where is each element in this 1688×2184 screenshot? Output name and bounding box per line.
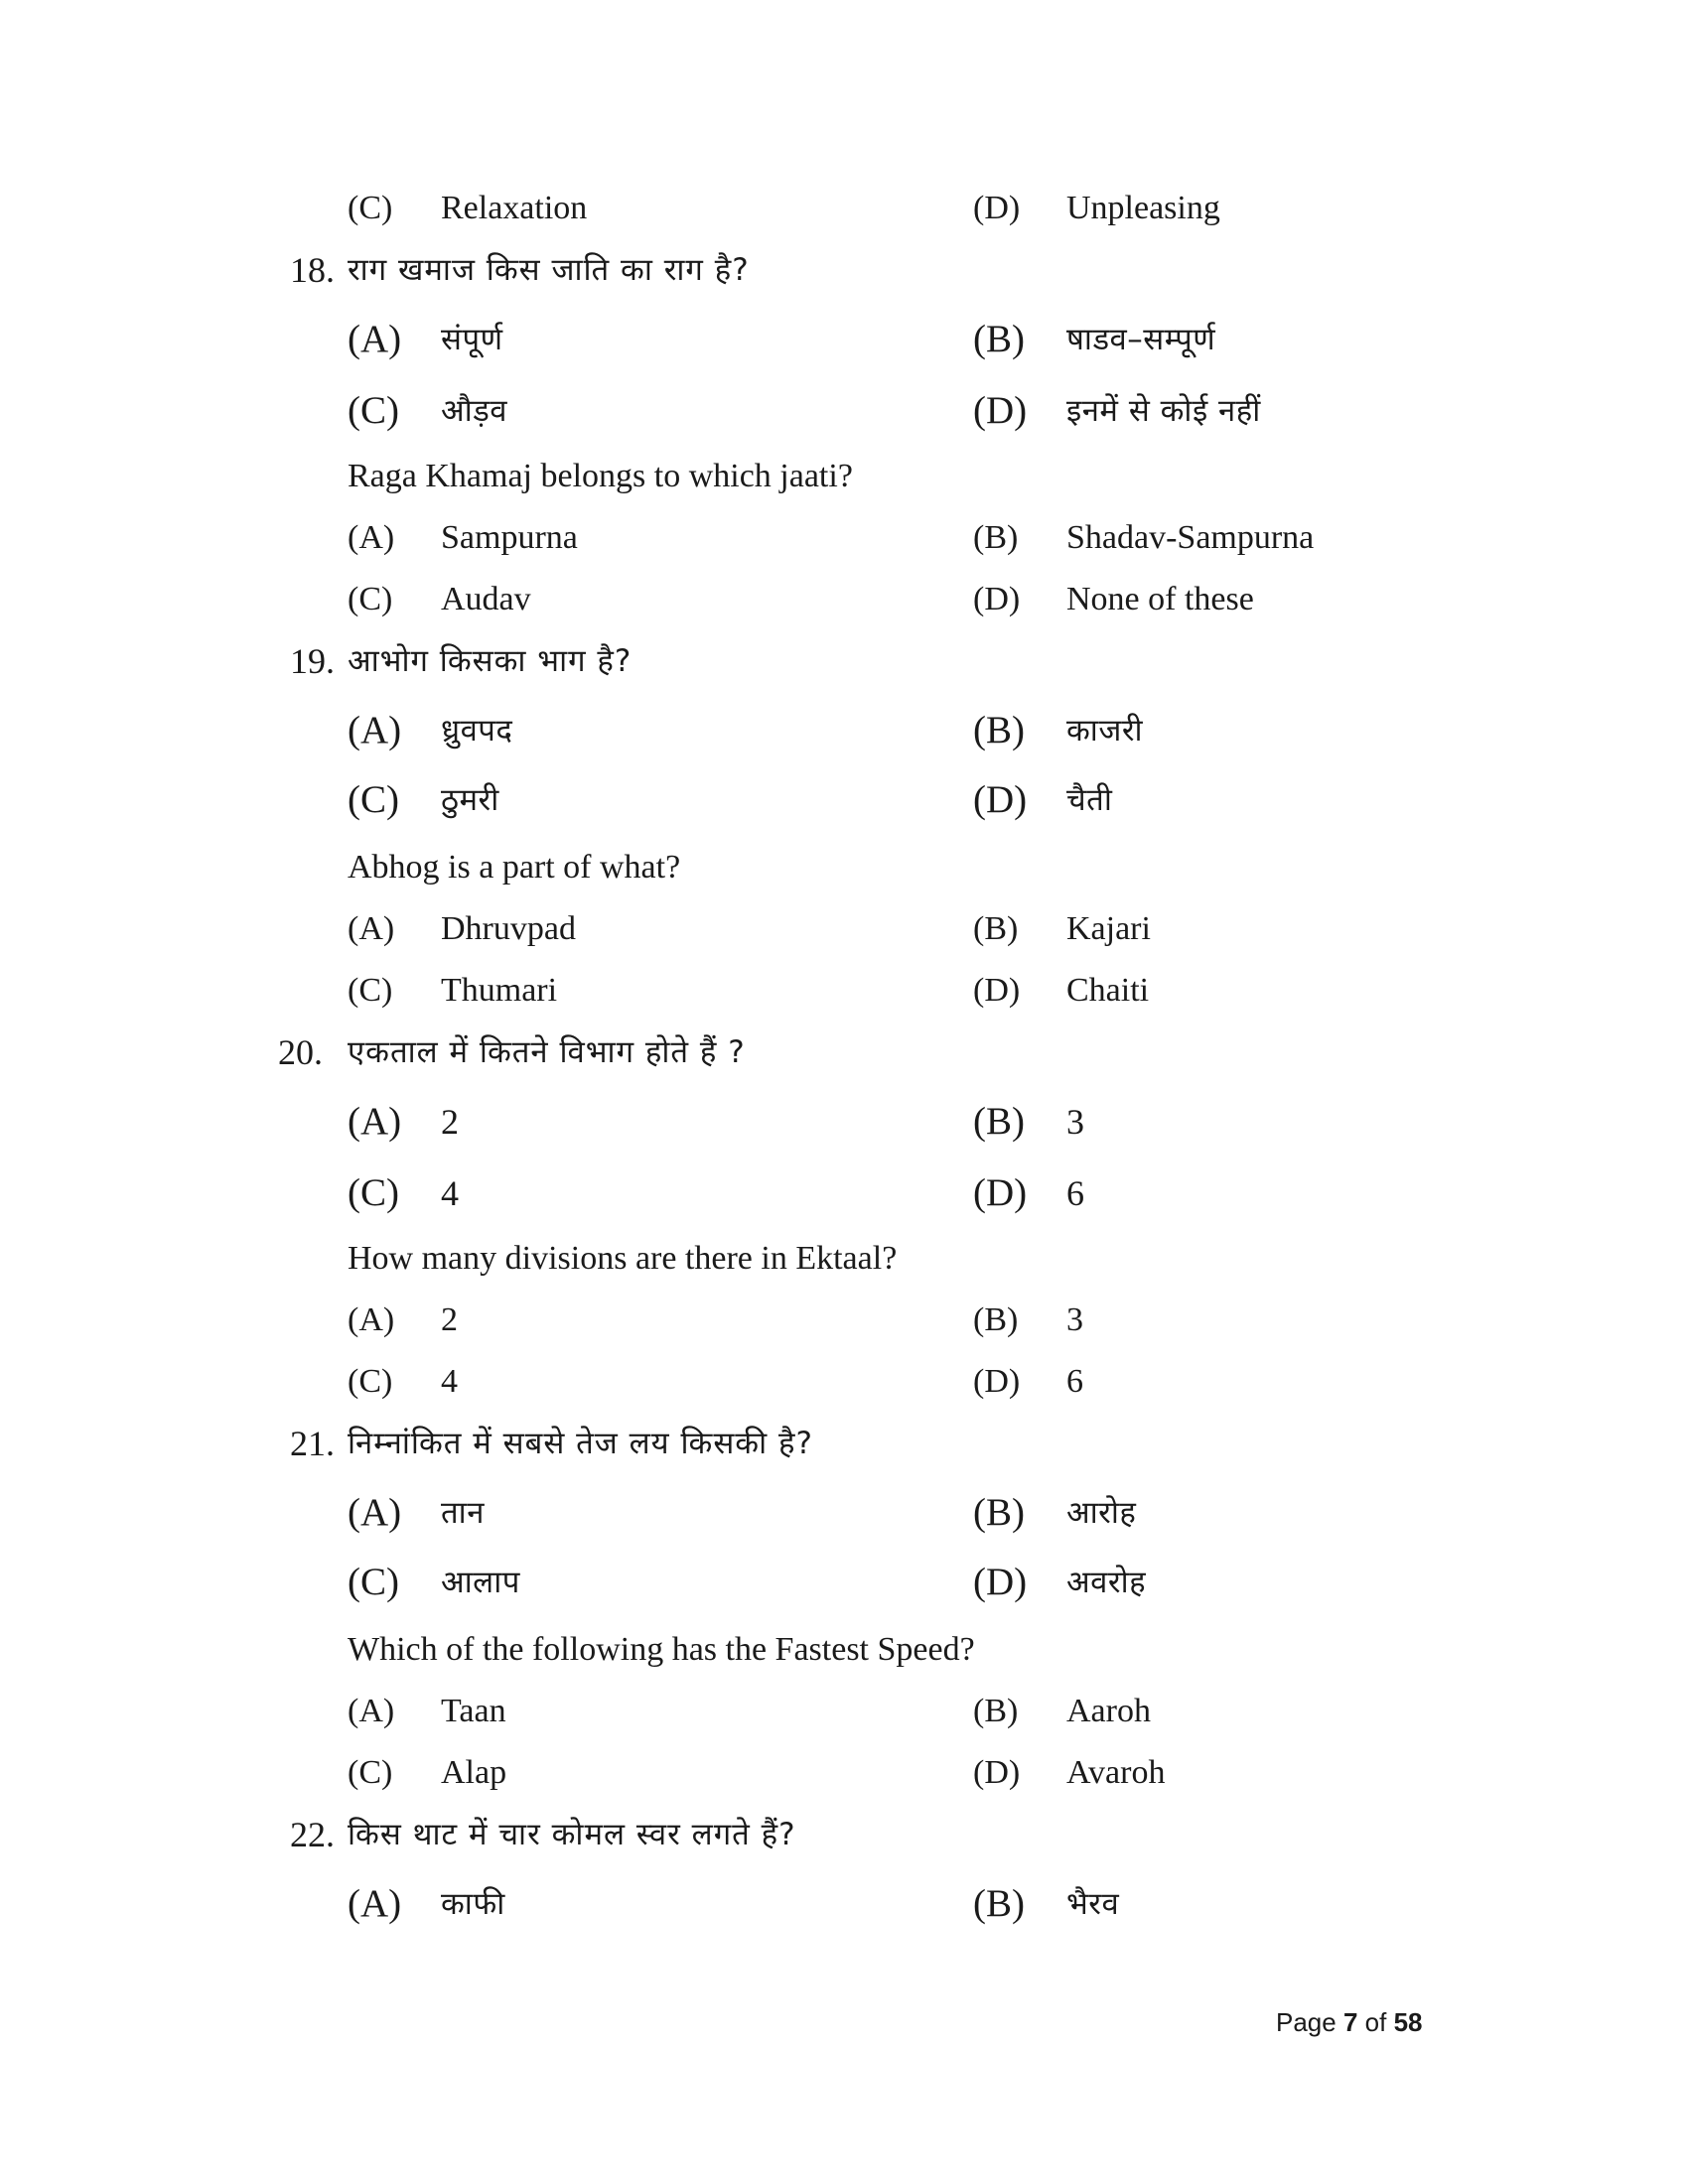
option-text: तान <box>441 1495 485 1531</box>
option-label: (B) <box>973 1882 1025 1925</box>
option-label: (B) <box>973 318 1025 360</box>
option-label: (A) <box>348 1301 395 1338</box>
option-label: (C) <box>348 778 399 821</box>
question-number: 18. <box>290 250 335 290</box>
question-text-hindi: किस थाट में चार कोमल स्वर लगते हैं? <box>348 1817 796 1852</box>
page-footer <box>1276 2007 1423 2038</box>
option-text: ध्रुवपद <box>441 713 513 749</box>
footer-current-page: 7 <box>1342 2007 1358 2037</box>
question-number: 19. <box>290 641 335 681</box>
option-label: (A) <box>348 910 395 947</box>
question-text-english: Which of the following has the Fastest Speed? <box>348 1631 975 1668</box>
option-label: (D) <box>973 1754 1021 1791</box>
option-text: इनमें से कोई नहीं <box>1066 393 1261 429</box>
question-text-hindi: आभोग किसका भाग है? <box>348 643 633 679</box>
option-label: (B) <box>973 1100 1025 1143</box>
option-label: (D) <box>973 581 1021 617</box>
option-label: (D) <box>973 1363 1021 1400</box>
option-label: (C) <box>348 972 393 1009</box>
option-text: 6 <box>1066 1173 1085 1213</box>
option-text: 4 <box>441 1363 458 1400</box>
option-text: Unpleasing <box>1066 190 1220 226</box>
option-text: Chaiti <box>1066 972 1150 1009</box>
question-text-english: How many divisions are there in Ektaal? <box>348 1240 898 1277</box>
option-text: Relaxation <box>441 190 588 226</box>
option-label: (D) <box>973 190 1021 226</box>
option-label: (A) <box>348 318 402 360</box>
option-text: 3 <box>1066 1301 1083 1338</box>
question-text-english: Raga Khamaj belongs to which jaati? <box>348 458 853 494</box>
footer-total-pages: 58 <box>1393 2007 1423 2037</box>
option-text: 2 <box>441 1301 458 1338</box>
option-text: आलाप <box>441 1565 520 1600</box>
option-text: Aaroh <box>1066 1693 1151 1729</box>
option-label: (A) <box>348 1882 402 1925</box>
option-label: (B) <box>973 1491 1025 1534</box>
option-text: Thumari <box>441 972 558 1009</box>
question-number: 21. <box>290 1424 335 1463</box>
option-text: Shadav-Sampurna <box>1066 519 1315 556</box>
question-text-english: Abhog is a part of what? <box>348 849 681 886</box>
option-label: (A) <box>348 709 402 751</box>
option-text: काजरी <box>1066 713 1144 749</box>
option-text: संपूर्ण <box>441 322 503 357</box>
option-label: (C) <box>348 190 393 226</box>
option-label: (A) <box>348 1693 395 1729</box>
option-text: Alap <box>441 1754 507 1791</box>
option-text: 3 <box>1066 1102 1085 1142</box>
question-text-hindi: निम्नांकित में सबसे तेज लय किसकी है? <box>348 1426 813 1461</box>
option-text: भैरव <box>1066 1886 1120 1922</box>
option-label: (A) <box>348 1491 402 1534</box>
option-label: (D) <box>973 1561 1028 1603</box>
option-label: (D) <box>973 1171 1028 1214</box>
option-text: 2 <box>441 1102 460 1142</box>
option-text: None of these <box>1066 581 1254 617</box>
question-number: 20. <box>278 1032 323 1072</box>
option-label: (D) <box>973 389 1028 432</box>
option-label: (C) <box>348 1171 399 1214</box>
option-label: (B) <box>973 910 1019 947</box>
option-label: (C) <box>348 1561 399 1603</box>
option-label: (C) <box>348 1754 393 1791</box>
option-text: Kajari <box>1066 910 1151 947</box>
option-text: आरोह <box>1066 1495 1137 1531</box>
option-label: (B) <box>973 1693 1019 1729</box>
question-text-hindi: राग खमाज किस जाति का राग है? <box>348 252 750 288</box>
question-number: 22. <box>290 1815 335 1854</box>
question-text-hindi: एकताल में कितने विभाग होते हैं ? <box>348 1034 746 1070</box>
option-text: औड़व <box>441 393 508 429</box>
option-label: (B) <box>973 519 1019 556</box>
option-text: Avaroh <box>1066 1754 1166 1791</box>
option-label: (D) <box>973 972 1021 1009</box>
footer-page-word: Page <box>1276 2007 1336 2037</box>
option-label: (C) <box>348 389 399 432</box>
option-label: (C) <box>348 1363 393 1400</box>
option-text: काफी <box>441 1886 505 1922</box>
footer-of-word: of <box>1364 2007 1387 2037</box>
option-label: (C) <box>348 581 393 617</box>
option-label: (A) <box>348 519 395 556</box>
option-text: 6 <box>1066 1363 1083 1400</box>
option-label: (B) <box>973 1301 1019 1338</box>
option-text: Sampurna <box>441 519 578 556</box>
option-text: चैती <box>1066 782 1113 818</box>
option-label: (A) <box>348 1100 402 1143</box>
option-text: Dhruvpad <box>441 910 576 947</box>
option-label: (D) <box>973 778 1028 821</box>
option-text: Taan <box>441 1693 506 1729</box>
option-text: 4 <box>441 1173 460 1213</box>
option-text: ठुमरी <box>441 782 499 818</box>
option-text: Audav <box>441 581 531 617</box>
option-text: षाडव–सम्पूर्ण <box>1066 322 1216 357</box>
option-label: (B) <box>973 709 1025 751</box>
option-text: अवरोह <box>1066 1565 1147 1600</box>
